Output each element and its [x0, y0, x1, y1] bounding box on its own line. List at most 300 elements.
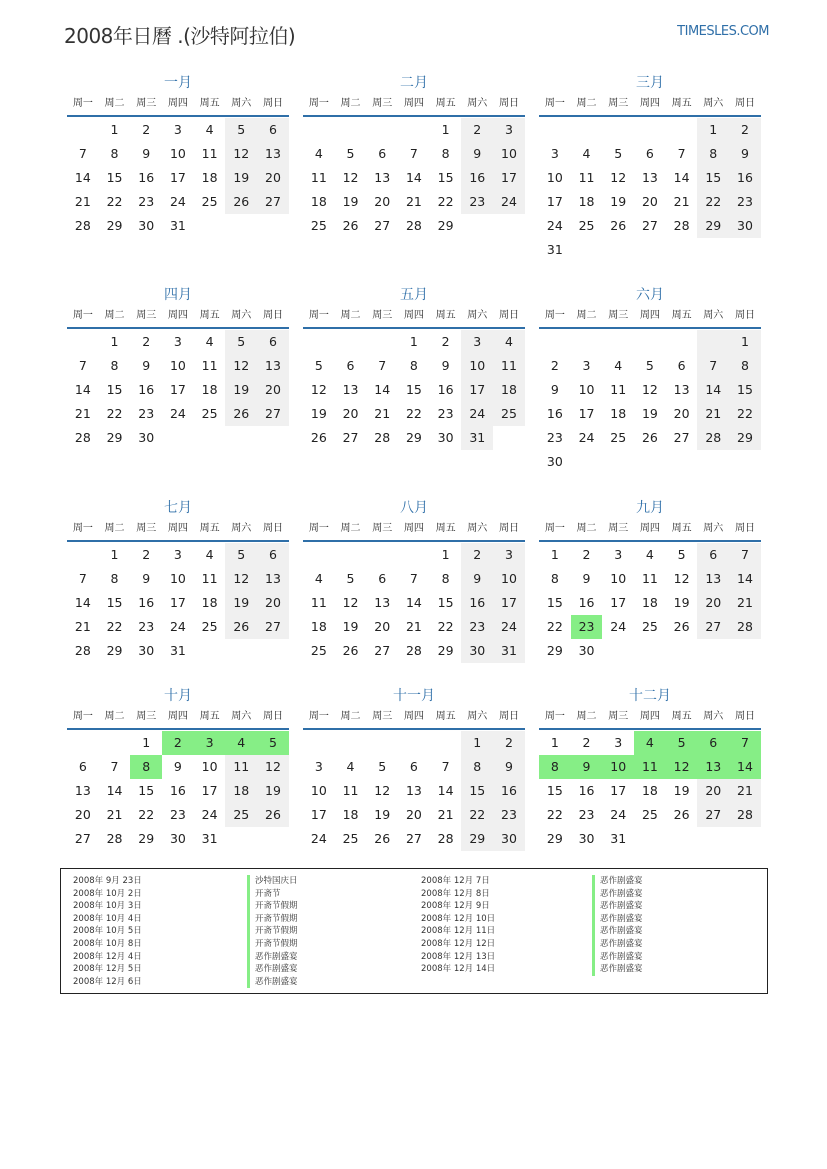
day-cell[interactable]: 1	[409, 334, 418, 349]
day-cell[interactable]: 1	[110, 122, 119, 137]
day-cell[interactable]: 29	[461, 827, 493, 851]
day-cell[interactable]: 13	[74, 783, 91, 798]
day-cell[interactable]: 12	[342, 595, 359, 610]
day-cell[interactable]: 31	[610, 831, 627, 846]
day-cell[interactable]: 30	[578, 643, 595, 658]
day-cell[interactable]: 11	[578, 170, 595, 185]
day-cell[interactable]: 10	[493, 567, 525, 591]
day-cell[interactable]: 21	[405, 619, 422, 634]
day-cell[interactable]: 24	[310, 831, 327, 846]
day-cell[interactable]: 1	[550, 547, 559, 562]
day-cell[interactable]: 2	[142, 122, 151, 137]
day-cell[interactable]: 17	[310, 807, 327, 822]
day-cell[interactable]: 21	[673, 194, 690, 209]
day-cell[interactable]: 8	[110, 146, 119, 161]
day-cell[interactable]: 27	[374, 218, 391, 233]
holiday-day-cell[interactable]: 23	[571, 615, 603, 639]
day-cell[interactable]: 21	[74, 194, 91, 209]
day-cell[interactable]: 9	[729, 142, 761, 166]
day-cell[interactable]: 16	[546, 406, 563, 421]
day-cell[interactable]: 21	[437, 807, 454, 822]
day-cell[interactable]: 20	[697, 591, 729, 615]
day-cell[interactable]: 14	[74, 382, 91, 397]
day-cell[interactable]: 17	[493, 591, 525, 615]
day-cell[interactable]: 31	[546, 242, 563, 257]
day-cell[interactable]: 14	[74, 595, 91, 610]
holiday-day-cell[interactable]: 5	[666, 731, 698, 755]
day-cell[interactable]: 25	[310, 643, 327, 658]
day-cell[interactable]: 29	[546, 643, 563, 658]
day-cell[interactable]: 17	[169, 170, 186, 185]
day-cell[interactable]: 28	[437, 831, 454, 846]
day-cell[interactable]: 16	[493, 779, 525, 803]
day-cell[interactable]: 24	[578, 430, 595, 445]
day-cell[interactable]: 4	[205, 547, 214, 562]
day-cell[interactable]: 11	[310, 170, 327, 185]
day-cell[interactable]: 15	[546, 595, 563, 610]
day-cell[interactable]: 4	[614, 358, 623, 373]
day-cell[interactable]: 21	[697, 402, 729, 426]
day-cell[interactable]: 29	[106, 643, 123, 658]
day-cell[interactable]: 3	[173, 547, 182, 562]
day-cell[interactable]: 23	[138, 619, 155, 634]
day-cell[interactable]: 12	[342, 170, 359, 185]
day-cell[interactable]: 12	[225, 354, 257, 378]
day-cell[interactable]: 16	[578, 783, 595, 798]
day-cell[interactable]: 13	[405, 783, 422, 798]
day-cell[interactable]: 4	[314, 146, 323, 161]
day-cell[interactable]: 13	[257, 567, 289, 591]
day-cell[interactable]: 31	[461, 426, 493, 450]
day-cell[interactable]: 7	[677, 146, 686, 161]
day-cell[interactable]: 31	[169, 643, 186, 658]
day-cell[interactable]: 1	[441, 547, 450, 562]
day-cell[interactable]: 27	[342, 430, 359, 445]
day-cell[interactable]: 3	[173, 122, 182, 137]
day-cell[interactable]: 24	[169, 406, 186, 421]
day-cell[interactable]: 15	[106, 595, 123, 610]
day-cell[interactable]: 6	[409, 759, 418, 774]
day-cell[interactable]: 15	[697, 166, 729, 190]
day-cell[interactable]: 7	[441, 759, 450, 774]
day-cell[interactable]: 14	[697, 378, 729, 402]
day-cell[interactable]: 21	[729, 591, 761, 615]
holiday-day-cell[interactable]: 10	[602, 755, 634, 779]
day-cell[interactable]: 30	[169, 831, 186, 846]
day-cell[interactable]: 26	[225, 402, 257, 426]
day-cell[interactable]: 17	[493, 166, 525, 190]
day-cell[interactable]: 13	[697, 567, 729, 591]
day-cell[interactable]: 2	[493, 731, 525, 755]
day-cell[interactable]: 22	[405, 406, 422, 421]
day-cell[interactable]: 14	[405, 170, 422, 185]
day-cell[interactable]: 30	[138, 218, 155, 233]
day-cell[interactable]: 3	[614, 735, 623, 750]
day-cell[interactable]: 19	[225, 591, 257, 615]
day-cell[interactable]: 20	[374, 619, 391, 634]
day-cell[interactable]: 10	[169, 146, 186, 161]
day-cell[interactable]: 25	[578, 218, 595, 233]
day-cell[interactable]: 27	[641, 218, 658, 233]
day-cell[interactable]: 17	[201, 783, 218, 798]
day-cell[interactable]: 29	[546, 831, 563, 846]
day-cell[interactable]: 1	[697, 118, 729, 142]
holiday-day-cell[interactable]: 6	[697, 731, 729, 755]
day-cell[interactable]: 5	[225, 543, 257, 567]
day-cell[interactable]: 9	[173, 759, 182, 774]
day-cell[interactable]: 29	[437, 218, 454, 233]
day-cell[interactable]: 12	[374, 783, 391, 798]
day-cell[interactable]: 9	[142, 146, 151, 161]
day-cell[interactable]: 6	[378, 571, 387, 586]
day-cell[interactable]: 13	[374, 595, 391, 610]
day-cell[interactable]: 14	[106, 783, 123, 798]
day-cell[interactable]: 8	[461, 755, 493, 779]
day-cell[interactable]: 28	[405, 218, 422, 233]
day-cell[interactable]: 5	[677, 547, 686, 562]
day-cell[interactable]: 6	[257, 543, 289, 567]
day-cell[interactable]: 11	[493, 354, 525, 378]
day-cell[interactable]: 23	[546, 430, 563, 445]
day-cell[interactable]: 3	[314, 759, 323, 774]
day-cell[interactable]: 19	[673, 595, 690, 610]
day-cell[interactable]: 14	[74, 170, 91, 185]
holiday-day-cell[interactable]: 5	[257, 731, 289, 755]
day-cell[interactable]: 15	[106, 382, 123, 397]
day-cell[interactable]: 9	[550, 382, 559, 397]
day-cell[interactable]: 19	[225, 378, 257, 402]
day-cell[interactable]: 7	[729, 543, 761, 567]
day-cell[interactable]: 27	[405, 831, 422, 846]
holiday-day-cell[interactable]: 13	[697, 755, 729, 779]
day-cell[interactable]: 3	[493, 118, 525, 142]
day-cell[interactable]: 28	[106, 831, 123, 846]
day-cell[interactable]: 2	[461, 118, 493, 142]
day-cell[interactable]: 19	[310, 406, 327, 421]
day-cell[interactable]: 27	[257, 402, 289, 426]
holiday-day-cell[interactable]: 11	[634, 755, 666, 779]
day-cell[interactable]: 24	[461, 402, 493, 426]
day-cell[interactable]: 11	[225, 755, 257, 779]
holiday-day-cell[interactable]: 4	[225, 731, 257, 755]
brand-logo-text[interactable]: TIMESLES.COM	[677, 24, 769, 39]
day-cell[interactable]: 6	[257, 118, 289, 142]
day-cell[interactable]: 2	[550, 358, 559, 373]
day-cell[interactable]: 22	[729, 402, 761, 426]
day-cell[interactable]: 13	[257, 142, 289, 166]
day-cell[interactable]: 1	[142, 735, 151, 750]
day-cell[interactable]: 10	[461, 354, 493, 378]
day-cell[interactable]: 16	[461, 166, 493, 190]
day-cell[interactable]: 12	[257, 755, 289, 779]
day-cell[interactable]: 27	[673, 430, 690, 445]
day-cell[interactable]: 11	[201, 571, 218, 586]
day-cell[interactable]: 26	[225, 190, 257, 214]
day-cell[interactable]: 18	[310, 194, 327, 209]
day-cell[interactable]: 26	[641, 430, 658, 445]
day-cell[interactable]: 5	[378, 759, 387, 774]
day-cell[interactable]: 11	[201, 146, 218, 161]
day-cell[interactable]: 29	[405, 430, 422, 445]
day-cell[interactable]: 25	[225, 803, 257, 827]
day-cell[interactable]: 14	[405, 595, 422, 610]
day-cell[interactable]: 22	[546, 807, 563, 822]
day-cell[interactable]: 17	[610, 783, 627, 798]
day-cell[interactable]: 26	[310, 430, 327, 445]
day-cell[interactable]: 20	[673, 406, 690, 421]
day-cell[interactable]: 26	[225, 615, 257, 639]
day-cell[interactable]: 12	[641, 382, 658, 397]
day-cell[interactable]: 7	[78, 146, 87, 161]
day-cell[interactable]: 4	[205, 122, 214, 137]
day-cell[interactable]: 5	[645, 358, 654, 373]
day-cell[interactable]: 18	[225, 779, 257, 803]
day-cell[interactable]: 20	[257, 591, 289, 615]
day-cell[interactable]: 19	[610, 194, 627, 209]
holiday-day-cell[interactable]: 9	[571, 755, 603, 779]
day-cell[interactable]: 18	[610, 406, 627, 421]
day-cell[interactable]: 31	[493, 639, 525, 663]
day-cell[interactable]: 17	[461, 378, 493, 402]
day-cell[interactable]: 26	[610, 218, 627, 233]
day-cell[interactable]: 18	[641, 783, 658, 798]
day-cell[interactable]: 17	[169, 382, 186, 397]
day-cell[interactable]: 29	[697, 214, 729, 238]
day-cell[interactable]: 28	[729, 803, 761, 827]
day-cell[interactable]: 8	[409, 358, 418, 373]
day-cell[interactable]: 17	[546, 194, 563, 209]
day-cell[interactable]: 5	[614, 146, 623, 161]
day-cell[interactable]: 22	[106, 619, 123, 634]
day-cell[interactable]: 15	[729, 378, 761, 402]
day-cell[interactable]: 19	[374, 807, 391, 822]
day-cell[interactable]: 10	[169, 571, 186, 586]
day-cell[interactable]: 18	[310, 619, 327, 634]
day-cell[interactable]: 30	[493, 827, 525, 851]
day-cell[interactable]: 19	[673, 783, 690, 798]
day-cell[interactable]: 6	[257, 330, 289, 354]
day-cell[interactable]: 2	[582, 547, 591, 562]
day-cell[interactable]: 9	[461, 567, 493, 591]
day-cell[interactable]: 18	[641, 595, 658, 610]
day-cell[interactable]: 28	[74, 218, 91, 233]
day-cell[interactable]: 22	[546, 619, 563, 634]
day-cell[interactable]: 2	[582, 735, 591, 750]
day-cell[interactable]: 25	[201, 194, 218, 209]
day-cell[interactable]: 16	[578, 595, 595, 610]
day-cell[interactable]: 2	[142, 334, 151, 349]
day-cell[interactable]: 4	[205, 334, 214, 349]
day-cell[interactable]: 18	[201, 595, 218, 610]
day-cell[interactable]: 15	[461, 779, 493, 803]
day-cell[interactable]: 10	[546, 170, 563, 185]
day-cell[interactable]: 31	[169, 218, 186, 233]
day-cell[interactable]: 23	[138, 406, 155, 421]
day-cell[interactable]: 22	[106, 194, 123, 209]
day-cell[interactable]: 12	[673, 571, 690, 586]
day-cell[interactable]: 19	[342, 619, 359, 634]
day-cell[interactable]: 15	[405, 382, 422, 397]
day-cell[interactable]: 23	[578, 807, 595, 822]
day-cell[interactable]: 4	[582, 146, 591, 161]
day-cell[interactable]: 13	[257, 354, 289, 378]
day-cell[interactable]: 24	[610, 807, 627, 822]
day-cell[interactable]: 15	[437, 595, 454, 610]
day-cell[interactable]: 4	[346, 759, 355, 774]
day-cell[interactable]: 15	[106, 170, 123, 185]
day-cell[interactable]: 15	[546, 783, 563, 798]
day-cell[interactable]: 10	[493, 142, 525, 166]
day-cell[interactable]: 30	[546, 454, 563, 469]
day-cell[interactable]: 20	[641, 194, 658, 209]
day-cell[interactable]: 6	[677, 358, 686, 373]
day-cell[interactable]: 22	[106, 406, 123, 421]
day-cell[interactable]: 18	[201, 382, 218, 397]
day-cell[interactable]: 29	[106, 430, 123, 445]
day-cell[interactable]: 15	[437, 170, 454, 185]
holiday-day-cell[interactable]: 7	[729, 731, 761, 755]
day-cell[interactable]: 3	[173, 334, 182, 349]
day-cell[interactable]: 1	[550, 735, 559, 750]
day-cell[interactable]: 29	[138, 831, 155, 846]
day-cell[interactable]: 22	[461, 803, 493, 827]
day-cell[interactable]: 11	[641, 571, 658, 586]
day-cell[interactable]: 27	[257, 190, 289, 214]
day-cell[interactable]: 8	[550, 571, 559, 586]
day-cell[interactable]: 21	[106, 807, 123, 822]
day-cell[interactable]: 17	[610, 595, 627, 610]
day-cell[interactable]: 27	[697, 615, 729, 639]
day-cell[interactable]: 23	[729, 190, 761, 214]
day-cell[interactable]: 22	[697, 190, 729, 214]
day-cell[interactable]: 28	[729, 615, 761, 639]
day-cell[interactable]: 13	[342, 382, 359, 397]
day-cell[interactable]: 19	[342, 194, 359, 209]
day-cell[interactable]: 24	[201, 807, 218, 822]
day-cell[interactable]: 2	[441, 334, 450, 349]
day-cell[interactable]: 26	[342, 218, 359, 233]
holiday-day-cell[interactable]: 8	[130, 755, 162, 779]
day-cell[interactable]: 12	[225, 142, 257, 166]
day-cell[interactable]: 25	[310, 218, 327, 233]
day-cell[interactable]: 11	[610, 382, 627, 397]
day-cell[interactable]: 10	[578, 382, 595, 397]
day-cell[interactable]: 16	[729, 166, 761, 190]
day-cell[interactable]: 18	[493, 378, 525, 402]
day-cell[interactable]: 24	[169, 619, 186, 634]
day-cell[interactable]: 27	[74, 831, 91, 846]
day-cell[interactable]: 18	[201, 170, 218, 185]
day-cell[interactable]: 21	[74, 406, 91, 421]
day-cell[interactable]: 16	[138, 595, 155, 610]
day-cell[interactable]: 28	[673, 218, 690, 233]
day-cell[interactable]: 7	[110, 759, 119, 774]
day-cell[interactable]: 25	[201, 406, 218, 421]
day-cell[interactable]: 4	[493, 330, 525, 354]
day-cell[interactable]: 9	[142, 571, 151, 586]
day-cell[interactable]: 19	[257, 779, 289, 803]
day-cell[interactable]: 25	[641, 619, 658, 634]
day-cell[interactable]: 25	[201, 619, 218, 634]
day-cell[interactable]: 6	[346, 358, 355, 373]
day-cell[interactable]: 8	[441, 571, 450, 586]
day-cell[interactable]: 16	[138, 170, 155, 185]
day-cell[interactable]: 30	[578, 831, 595, 846]
day-cell[interactable]: 22	[437, 194, 454, 209]
day-cell[interactable]: 14	[729, 567, 761, 591]
day-cell[interactable]: 21	[74, 619, 91, 634]
day-cell[interactable]: 29	[729, 426, 761, 450]
day-cell[interactable]: 20	[257, 378, 289, 402]
day-cell[interactable]: 11	[201, 358, 218, 373]
day-cell[interactable]: 7	[409, 146, 418, 161]
day-cell[interactable]: 27	[257, 615, 289, 639]
day-cell[interactable]: 2	[142, 547, 151, 562]
day-cell[interactable]: 20	[405, 807, 422, 822]
day-cell[interactable]: 12	[310, 382, 327, 397]
day-cell[interactable]: 6	[697, 543, 729, 567]
day-cell[interactable]: 30	[729, 214, 761, 238]
day-cell[interactable]: 30	[437, 430, 454, 445]
day-cell[interactable]: 16	[169, 783, 186, 798]
day-cell[interactable]: 9	[582, 571, 591, 586]
day-cell[interactable]: 15	[138, 783, 155, 798]
day-cell[interactable]: 17	[169, 595, 186, 610]
holiday-day-cell[interactable]: 14	[729, 755, 761, 779]
day-cell[interactable]: 1	[441, 122, 450, 137]
day-cell[interactable]: 10	[310, 783, 327, 798]
day-cell[interactable]: 28	[405, 643, 422, 658]
day-cell[interactable]: 24	[169, 194, 186, 209]
day-cell[interactable]: 16	[461, 591, 493, 615]
day-cell[interactable]: 4	[645, 547, 654, 562]
day-cell[interactable]: 1	[729, 330, 761, 354]
day-cell[interactable]: 1	[110, 547, 119, 562]
day-cell[interactable]: 14	[673, 170, 690, 185]
day-cell[interactable]: 19	[225, 166, 257, 190]
day-cell[interactable]: 5	[346, 571, 355, 586]
day-cell[interactable]: 25	[610, 430, 627, 445]
day-cell[interactable]: 26	[673, 619, 690, 634]
day-cell[interactable]: 20	[374, 194, 391, 209]
day-cell[interactable]: 24	[610, 619, 627, 634]
day-cell[interactable]: 30	[138, 643, 155, 658]
day-cell[interactable]: 25	[493, 402, 525, 426]
day-cell[interactable]: 18	[578, 194, 595, 209]
day-cell[interactable]: 16	[437, 382, 454, 397]
day-cell[interactable]: 27	[374, 643, 391, 658]
day-cell[interactable]: 4	[314, 571, 323, 586]
day-cell[interactable]: 28	[697, 426, 729, 450]
holiday-day-cell[interactable]: 12	[666, 755, 698, 779]
day-cell[interactable]: 23	[461, 190, 493, 214]
day-cell[interactable]: 6	[645, 146, 654, 161]
day-cell[interactable]: 30	[138, 430, 155, 445]
day-cell[interactable]: 2	[461, 543, 493, 567]
day-cell[interactable]: 26	[342, 643, 359, 658]
day-cell[interactable]: 3	[461, 330, 493, 354]
day-cell[interactable]: 29	[106, 218, 123, 233]
day-cell[interactable]: 5	[225, 118, 257, 142]
day-cell[interactable]: 10	[610, 571, 627, 586]
day-cell[interactable]: 11	[310, 595, 327, 610]
day-cell[interactable]: 20	[257, 166, 289, 190]
day-cell[interactable]: 8	[729, 354, 761, 378]
day-cell[interactable]: 8	[697, 142, 729, 166]
holiday-day-cell[interactable]: 8	[539, 755, 571, 779]
day-cell[interactable]: 28	[74, 430, 91, 445]
day-cell[interactable]: 28	[374, 430, 391, 445]
